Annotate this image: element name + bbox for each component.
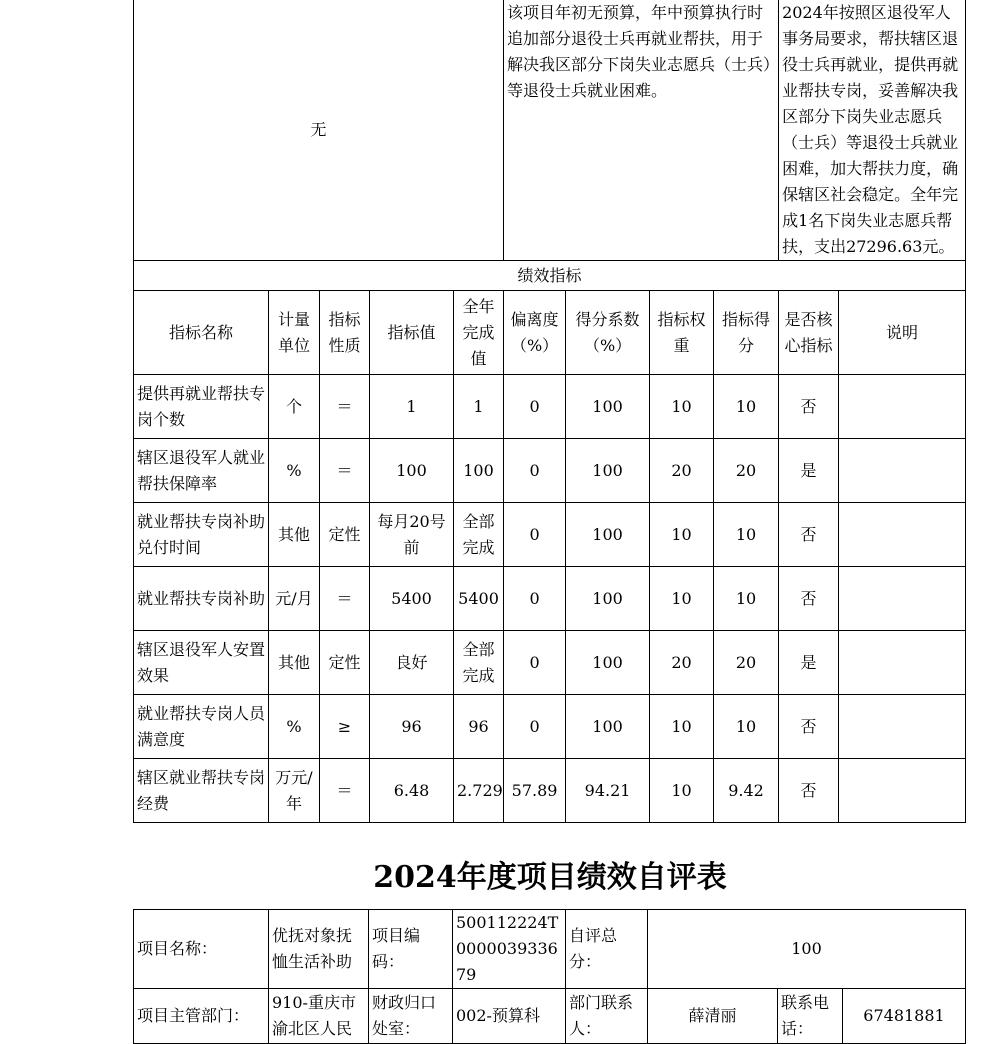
project-name-label: 项目名称：: [134, 910, 269, 989]
deviation-cell: 0: [504, 439, 566, 503]
finance-label: 财政归口处室：: [369, 989, 453, 1044]
actual-cell: 100: [454, 439, 504, 503]
core-cell: 否: [779, 503, 839, 567]
indicator-name: 就业帮扶专岗补助: [134, 567, 269, 631]
core-cell: 是: [779, 439, 839, 503]
weight-cell: 10: [650, 759, 714, 823]
deviation-cell: 0: [504, 375, 566, 439]
header-cell: 偏离度（%）: [504, 291, 566, 375]
weight-cell: 10: [650, 375, 714, 439]
info-row-2: [134, 989, 966, 1044]
score-cell: 9.42: [714, 759, 779, 823]
phone-label: 联系电话：: [778, 989, 843, 1044]
nature-cell: 定性: [320, 631, 370, 695]
description-right: 2024年按照区退役军人事务局要求，帮扶辖区退役士兵再就业，提供再就业帮扶专岗，妥善解决我区部分下岗失业志愿兵（士兵）等退役士兵就业困难，加大帮扶力度，确保辖区社会稳定。全年完成1名下岗失业志愿兵帮扶，支出27296.63元。: [779, 0, 966, 261]
contact-value: 薛清丽: [648, 989, 778, 1044]
table-row: [134, 759, 966, 823]
score-cell: 10: [714, 695, 779, 759]
table-row: [134, 631, 966, 695]
note-cell: [839, 695, 966, 759]
nature-cell: ＝: [320, 759, 370, 823]
self-score-label: 自评总分：: [566, 910, 648, 989]
dept-value: 910-重庆市渝北区人民: [269, 989, 369, 1044]
header-cell: 说明: [839, 291, 966, 375]
score-cell: 20: [714, 631, 779, 695]
actual-cell: 2.729: [454, 759, 504, 823]
weight-cell: 10: [650, 567, 714, 631]
nature-cell: ≥: [320, 695, 370, 759]
target-cell: 100: [370, 439, 454, 503]
actual-cell: 96: [454, 695, 504, 759]
note-cell: [839, 759, 966, 823]
actual-cell: 5400: [454, 567, 504, 631]
nature-cell: ＝: [320, 439, 370, 503]
deviation-cell: 0: [504, 503, 566, 567]
header-cell: 指标名称: [134, 291, 269, 375]
note-cell: [839, 631, 966, 695]
target-cell: 良好: [370, 631, 454, 695]
dept-label: 项目主管部门：: [134, 989, 269, 1044]
coefficient-cell: 100: [566, 567, 650, 631]
nature-cell: ＝: [320, 375, 370, 439]
core-cell: 是: [779, 631, 839, 695]
deviation-cell: 0: [504, 695, 566, 759]
weight-cell: 20: [650, 631, 714, 695]
target-cell: 1: [370, 375, 454, 439]
unit-cell: 万元/年: [269, 759, 320, 823]
unit-cell: %: [269, 439, 320, 503]
phone-value: 67481881: [843, 989, 966, 1044]
actual-cell: 全部完成: [454, 631, 504, 695]
table-row: [134, 695, 966, 759]
indicator-name: 辖区就业帮扶专岗经费: [134, 759, 269, 823]
coefficient-cell: 100: [566, 439, 650, 503]
table-row: [134, 567, 966, 631]
score-cell: 10: [714, 375, 779, 439]
header-cell: 指标得分: [714, 291, 779, 375]
unit-cell: %: [269, 695, 320, 759]
target-cell: 6.48: [370, 759, 454, 823]
indicator-name: 辖区退役军人就业帮扶保障率: [134, 439, 269, 503]
table-row: [134, 503, 966, 567]
unit-cell: 元/月: [269, 567, 320, 631]
core-cell: 否: [779, 695, 839, 759]
section-title: 绩效指标: [134, 261, 966, 291]
unit-cell: 其他: [269, 503, 320, 567]
score-cell: 10: [714, 567, 779, 631]
indicator-name: 就业帮扶专岗人员满意度: [134, 695, 269, 759]
project-code-label: 项目编码：: [369, 910, 453, 989]
header-cell: 指标权重: [650, 291, 714, 375]
score-cell: 20: [714, 439, 779, 503]
project-code-value: 500112224T000003933679: [453, 910, 566, 989]
table-row: [134, 439, 966, 503]
target-cell: 5400: [370, 567, 454, 631]
header-cell: 是否核心指标: [779, 291, 839, 375]
coefficient-cell: 100: [566, 503, 650, 567]
weight-cell: 20: [650, 439, 714, 503]
description-left: 无: [134, 0, 504, 261]
core-cell: 否: [779, 375, 839, 439]
deviation-cell: 57.89: [504, 759, 566, 823]
form-title: 2024年度项目绩效自评表: [373, 860, 727, 895]
description-row: [134, 0, 966, 261]
finance-value: 002-预算科: [453, 989, 566, 1044]
deviation-cell: 0: [504, 631, 566, 695]
performance-table: [133, 0, 966, 823]
coefficient-cell: 100: [566, 695, 650, 759]
nature-cell: ＝: [320, 567, 370, 631]
indicator-name: 就业帮扶专岗补助兑付时间: [134, 503, 269, 567]
description-middle: 该项目年初无预算，年中预算执行时追加部分退役士兵再就业帮扶，用于解决我区部分下岗失业志愿兵（士兵）等退役士兵就业困难。: [504, 0, 779, 261]
info-row-1: [134, 910, 966, 989]
header-row: [134, 291, 966, 375]
indicator-name: 提供再就业帮扶专岗个数: [134, 375, 269, 439]
table-row: [134, 375, 966, 439]
core-cell: 否: [779, 759, 839, 823]
nature-cell: 定性: [320, 503, 370, 567]
section-title-row: [134, 261, 966, 291]
unit-cell: 个: [269, 375, 320, 439]
header-cell: 计量单位: [269, 291, 320, 375]
header-cell: 指标性质: [320, 291, 370, 375]
core-cell: 否: [779, 567, 839, 631]
deviation-cell: 0: [504, 567, 566, 631]
project-name-value: 优抚对象抚恤生活补助: [269, 910, 369, 989]
header-cell: 全年完成值: [454, 291, 504, 375]
actual-cell: 全部完成: [454, 503, 504, 567]
score-cell: 10: [714, 503, 779, 567]
note-cell: [839, 567, 966, 631]
unit-cell: 其他: [269, 631, 320, 695]
weight-cell: 10: [650, 503, 714, 567]
header-cell: 指标值: [370, 291, 454, 375]
indicator-name: 辖区退役军人安置效果: [134, 631, 269, 695]
header-cell: 得分系数（%）: [566, 291, 650, 375]
coefficient-cell: 100: [566, 631, 650, 695]
contact-label: 部门联系人：: [566, 989, 648, 1044]
actual-cell: 1: [454, 375, 504, 439]
note-cell: [839, 375, 966, 439]
note-cell: [839, 439, 966, 503]
weight-cell: 10: [650, 695, 714, 759]
self-score-value: 100: [648, 910, 966, 989]
coefficient-cell: 100: [566, 375, 650, 439]
target-cell: 每月20号前: [370, 503, 454, 567]
target-cell: 96: [370, 695, 454, 759]
project-info-table: [133, 909, 966, 1044]
note-cell: [839, 503, 966, 567]
coefficient-cell: 94.21: [566, 759, 650, 823]
